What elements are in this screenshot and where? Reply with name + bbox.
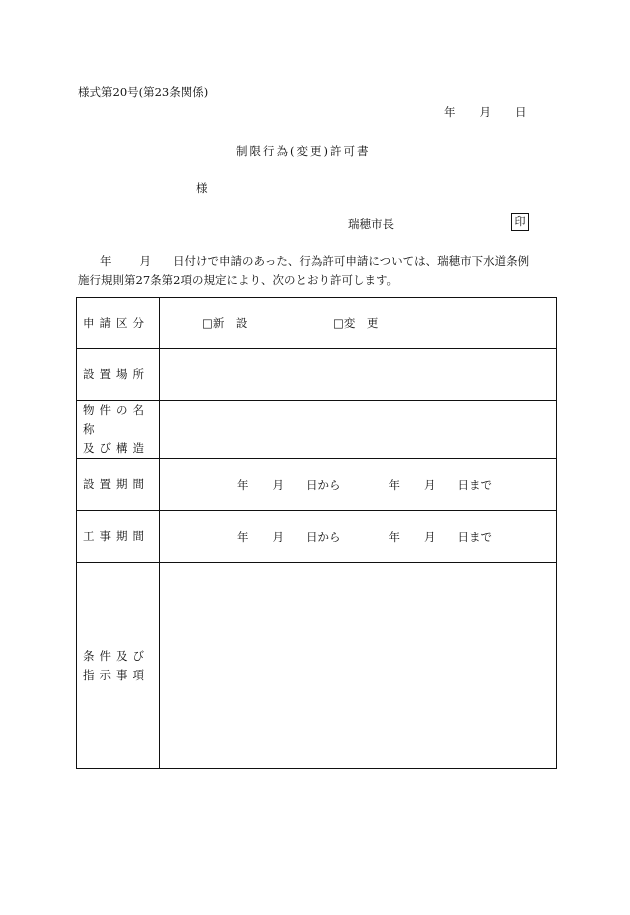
install-from-month: 月 [272, 477, 284, 492]
conditions-value [160, 563, 557, 769]
addressee-suffix: 様 [196, 181, 208, 195]
row-conditions [77, 563, 557, 769]
permit-statement [78, 252, 556, 290]
application-type-label: 申請区分 [77, 298, 160, 349]
work-from-month: 月 [272, 529, 284, 544]
row-application-type [77, 298, 557, 349]
issuer-name: 瑞穂市長 [348, 217, 394, 231]
work-period-label: 工事期間 [77, 511, 160, 563]
location-value [160, 349, 557, 401]
issue-date [444, 104, 527, 120]
option-change: □変 更 [333, 316, 379, 330]
form-number-label: 様式第20号(第23条関係) [78, 85, 209, 99]
object-label [77, 401, 160, 459]
install-period-label: 設置期間 [77, 459, 160, 511]
install-to-month: 月 [424, 477, 436, 492]
option-new: □新 設 [202, 316, 248, 330]
install-from-year: 年 [237, 477, 249, 492]
conditions-label-line-2: 指示事項 [83, 667, 149, 682]
work-from-year: 年 [237, 529, 249, 544]
date-month: 月 [479, 105, 491, 119]
location-label: 設置場所 [77, 349, 160, 401]
date-year: 年 [444, 105, 456, 119]
work-from-day: 日から [306, 529, 341, 544]
date-day: 日 [515, 105, 527, 119]
statement-year: 年 [100, 254, 112, 268]
statement-month: 月 [139, 254, 151, 268]
conditions-label-line-1: 条件及び [83, 648, 149, 663]
document-title: 制限行為(変更)許可書 [236, 144, 371, 158]
install-to-day: 日まで [457, 477, 492, 492]
conditions-label [77, 563, 160, 769]
work-to-day: 日まで [457, 529, 492, 544]
permit-details-table [76, 297, 557, 769]
row-install-period [77, 459, 557, 511]
install-to-year: 年 [388, 477, 400, 492]
work-to-year: 年 [388, 529, 400, 544]
row-location [77, 349, 557, 401]
row-object [77, 401, 557, 459]
object-label-line-2: 及び構造 [83, 441, 149, 455]
install-from-day: 日から [306, 477, 341, 492]
application-type-value [160, 298, 557, 349]
row-work-period [77, 511, 557, 563]
work-to-month: 月 [424, 529, 436, 544]
seal-mark: 印 [511, 213, 529, 231]
object-value [160, 401, 557, 459]
work-period-value [160, 511, 557, 563]
statement-line-2: 施行規則第27条第2項の規定により、次のとおり許可します。 [78, 273, 399, 287]
install-period-value [160, 459, 557, 511]
statement-line-1: 日付けで申請のあった、行為許可申請については、瑞穂市下水道条例 [173, 254, 530, 268]
object-label-line-1: 物件の名称 [83, 403, 149, 436]
